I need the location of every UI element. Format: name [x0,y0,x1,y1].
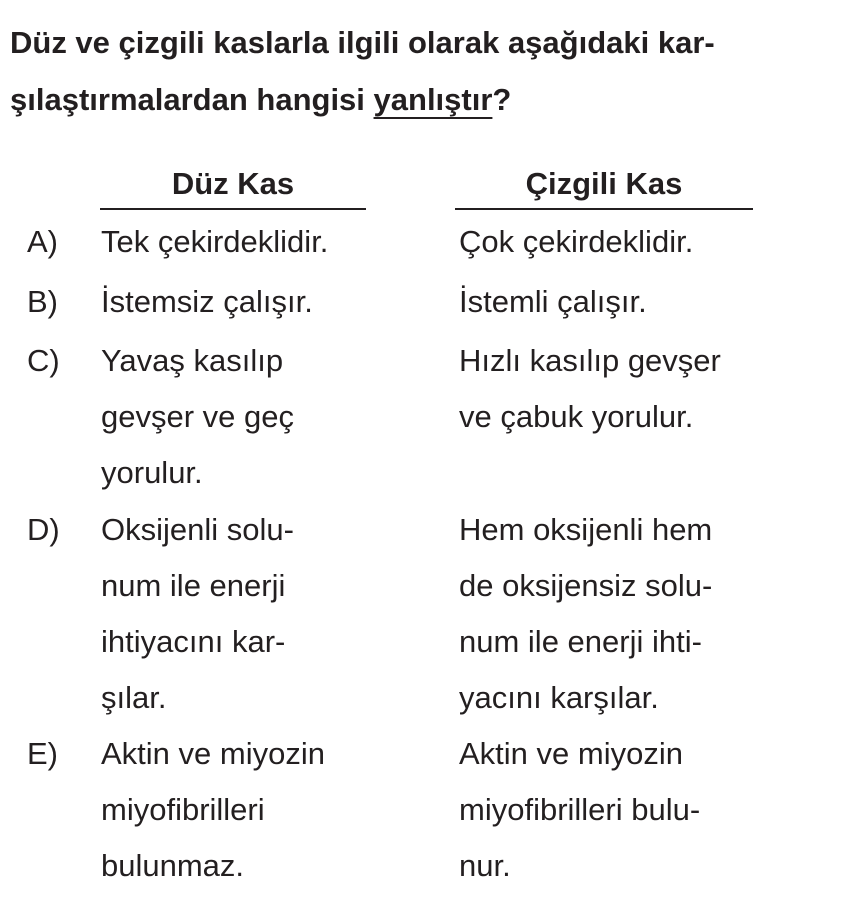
option-c-striated: Hızlı kasılıp gevşer ve çabuk yorulur. [459,343,721,434]
option-a-letter: A) [27,224,58,259]
question-mark: ? [492,82,512,117]
option-e-letter: E) [27,736,58,771]
option-a-striated: Çok çekirdeklidir. [459,224,694,259]
option-d-smooth: Oksijenli solu- num ile enerji ihtiyacını kar- şılar. [101,512,294,715]
option-b-smooth: İstemsiz çalışır. [101,284,313,319]
column-header-striated-muscle: Çizgili Kas [455,164,753,210]
question-emphasis-word: yanlıştır [373,82,493,117]
option-a-smooth: Tek çekirdeklidir. [101,224,329,259]
question-line-2 [10,71,850,128]
option-b-letter: B) [27,284,58,319]
option-d-letter: D) [27,512,60,547]
option-c-smooth: Yavaş kasılıp gevşer ve geç yorulur. [101,343,294,490]
question-line-2-prefix: şılaştırmalardan hangisi [10,82,374,117]
option-e-smooth: Aktin ve miyozin miyofibrilleri bulunmaz. [101,736,325,883]
option-b-striated: İstemli çalışır. [459,284,647,319]
option-d-striated: Hem oksijenli hem de oksijensiz solu- num ile enerji ihti- yacını karşılar. [459,512,713,715]
question-text [10,14,850,128]
option-e-striated: Aktin ve miyozin miyofibrilleri bulu- nur. [459,736,701,883]
option-c-letter: C) [27,343,60,378]
question-line-1: Düz ve çizgili kaslarla ilgili olarak aşağıdaki kar- [10,25,715,60]
column-header-smooth-muscle: Düz Kas [100,164,366,210]
